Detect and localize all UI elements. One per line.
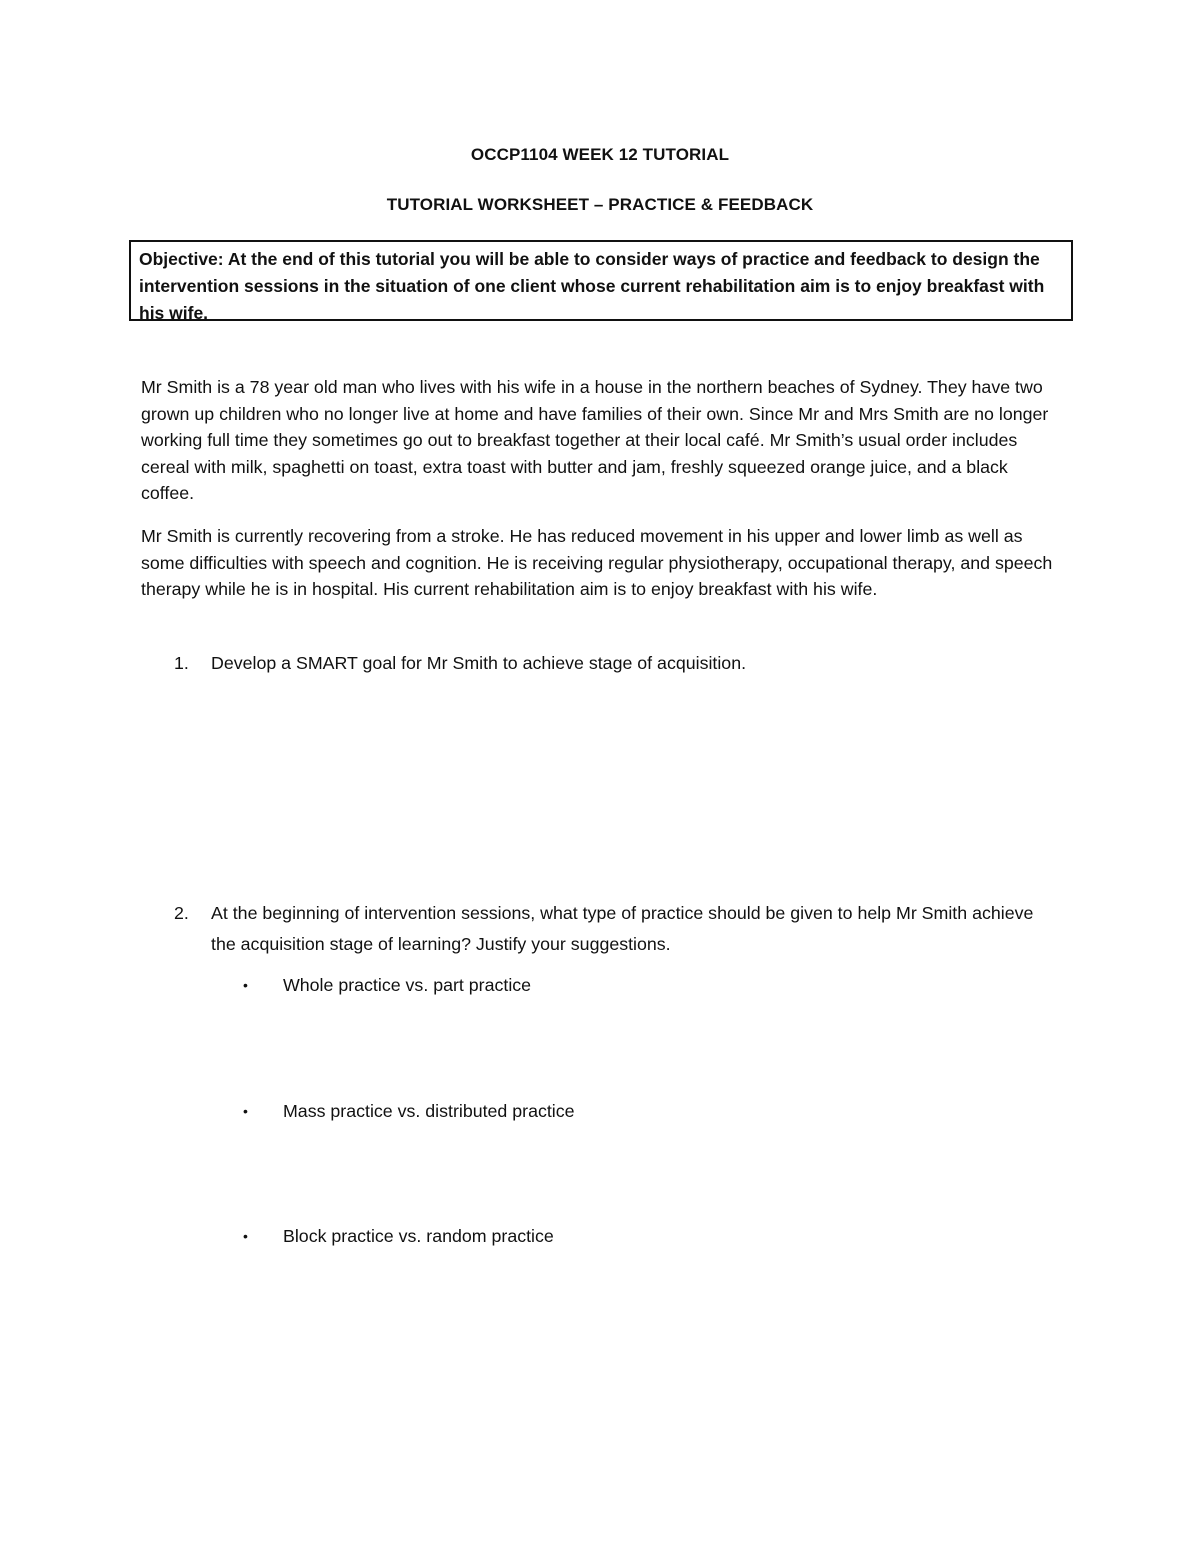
worksheet-title: TUTORIAL WORKSHEET – PRACTICE & FEEDBACK: [386, 195, 814, 214]
question-text: At the beginning of intervention sessions, what type of practice should be given to help Mr Smith achieve the acquisition stage of learning? Justify your suggestions.: [211, 903, 1034, 954]
question-text: Develop a SMART goal for Mr Smith to achieve stage of acquisition.: [211, 653, 747, 673]
question-number: 2.: [174, 903, 189, 923]
case-paragraph-2: Mr Smith is currently recovering from a stroke. He has reduced movement in his upper and lower limb as well as some difficulties with speech and cognition. He is receiving regular physiotherapy, occupational therapy, and speech therapy while he is in hospital. His current rehabilitation aim is to enjoy breakfast with his wife.: [141, 526, 1053, 599]
case-paragraph-1: Mr Smith is a 78 year old man who lives with his wife in a house in the northern beaches of Sydney. They have two grown up children who no longer live at home and have families of their own. Since Mr and Mrs Smith are no longer working full time they sometimes go out to breakfast together at their local café. Mr Smith’s usual order includes cereal with milk, spaghetti on toast, extra toast with butter and jam, freshly squeezed orange juice, and a black coffee.: [141, 377, 1049, 503]
course-title: OCCP1104 WEEK 12 TUTORIAL: [470, 145, 730, 164]
objective-box: [129, 240, 1073, 321]
bullet-text: Mass practice vs. distributed practice: [283, 1101, 575, 1121]
bullet-item: [243, 1223, 943, 1249]
bullet-icon: •: [243, 1228, 248, 1244]
question-1: [174, 648, 1034, 679]
bullet-text: Block practice vs. random practice: [283, 1226, 554, 1246]
bullet-icon: •: [243, 977, 248, 993]
bullet-item: [243, 972, 943, 998]
objective-text: Objective: At the end of this tutorial you will be able to consider ways of practice and feedback to design the intervention sessions in the situation of one client whose current rehabilitation aim is to enjoy breakfast with his wife.: [139, 249, 1045, 323]
bullet-text: Whole practice vs. part practice: [283, 975, 532, 995]
bullet-icon: •: [243, 1103, 248, 1119]
question-number: 1.: [174, 653, 189, 673]
question-2: [174, 898, 1034, 960]
bullet-item: [243, 1098, 943, 1124]
